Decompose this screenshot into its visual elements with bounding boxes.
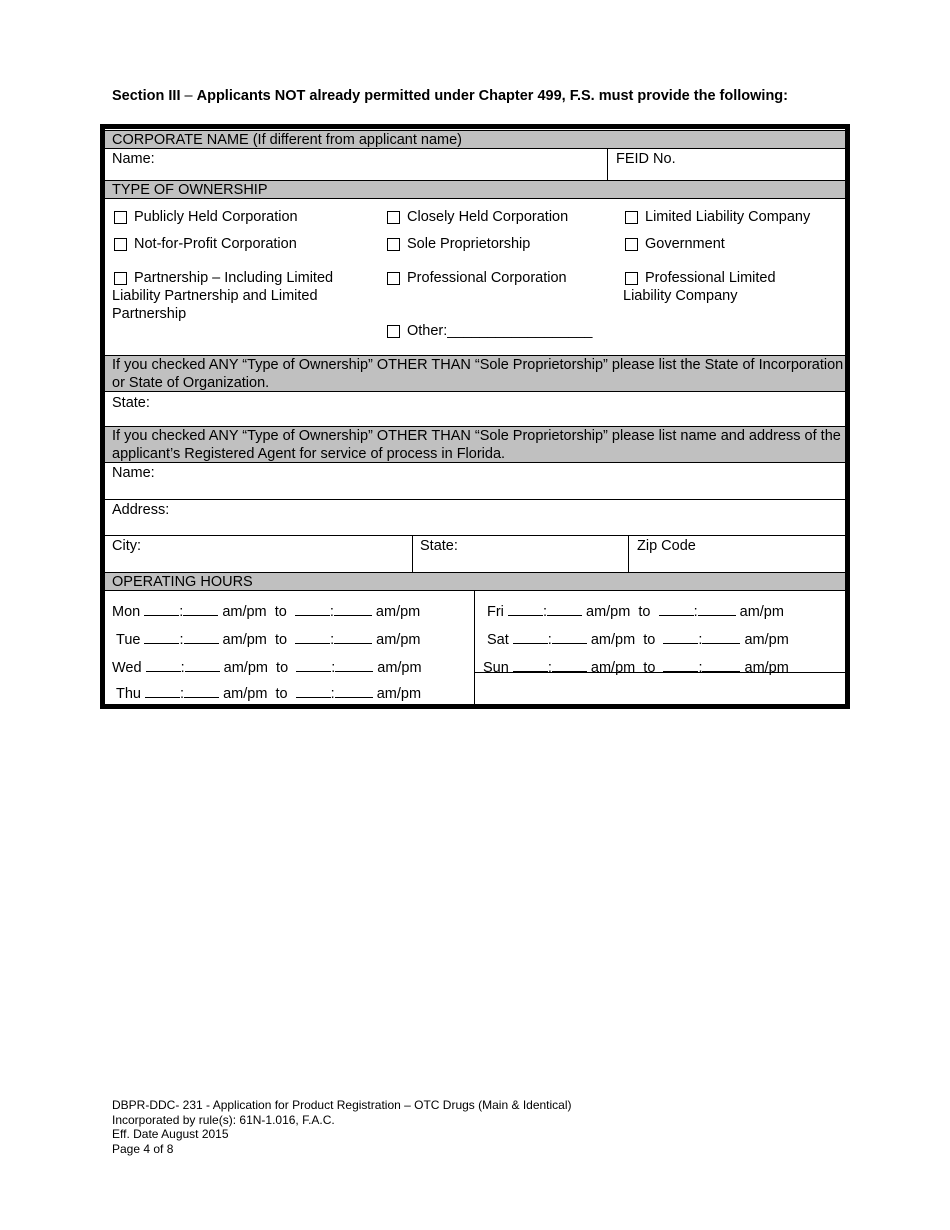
incorporation-state-label: State: [112, 395, 150, 411]
feid-field[interactable] [680, 150, 840, 176]
day-label: Tue [116, 632, 141, 648]
hours-row-sat [487, 629, 789, 649]
publicly-held-checkbox[interactable] [114, 211, 127, 224]
page-number: Page 4 of 8 [112, 1141, 174, 1156]
colon: : [547, 632, 552, 648]
colon: : [698, 660, 703, 676]
ownership-header: TYPE OF OWNERSHIP [105, 180, 845, 199]
close-hour-field[interactable] [296, 683, 331, 698]
professional-corporation-checkbox[interactable] [387, 272, 400, 285]
colon: : [331, 660, 336, 676]
colon: : [547, 660, 552, 676]
open-hour-field[interactable] [146, 657, 181, 672]
ampm-label: am/pm [744, 660, 789, 676]
effective-date: Eff. Date August 2015 [112, 1127, 229, 1141]
closely-held-checkbox[interactable] [387, 211, 400, 224]
agent-name-divider [105, 499, 845, 500]
day-label: Sun [483, 660, 509, 676]
ampm-label: am/pm [744, 632, 789, 648]
hours-row-tue [116, 629, 420, 649]
open-minute-field[interactable] [184, 629, 219, 644]
hours-row-wed [112, 657, 422, 677]
corporate-divider [607, 149, 608, 180]
other-checkbox[interactable] [387, 325, 400, 338]
colon: : [179, 604, 184, 620]
corporate-name-header: CORPORATE NAME (If different from applicant name) [105, 130, 845, 149]
hours-row-thu [116, 683, 421, 703]
close-hour-field[interactable] [295, 629, 330, 644]
registered-agent-header: If you checked ANY “Type of Ownership” OTHER THAN “Sole Proprietorship” please list name and address of the applicant’s Registered Agent for service of process in Florida. [105, 426, 845, 463]
llc-label: Limited Liability Company [645, 209, 811, 225]
open-hour-field[interactable] [513, 657, 548, 672]
close-hour-field[interactable] [663, 657, 698, 672]
agent-name-label: Name: [112, 465, 155, 481]
ampm-label: am/pm [376, 686, 422, 702]
to-label: to [274, 604, 287, 620]
open-minute-field[interactable] [184, 683, 219, 698]
ampm-label: am/pm [223, 660, 268, 676]
to-label: to [276, 660, 289, 676]
llc-checkbox[interactable] [625, 211, 638, 224]
agent-address-field[interactable] [175, 501, 840, 531]
sole-proprietorship-checkbox[interactable] [387, 238, 400, 251]
colon: : [693, 604, 698, 620]
not-for-profit-label: Not-for-Profit Corporation [134, 236, 297, 252]
agent-address-label: Address: [112, 502, 170, 518]
close-minute-field[interactable] [335, 683, 373, 698]
colon: : [180, 686, 185, 702]
ampm-label: am/pm [375, 604, 421, 620]
day-label: Fri [487, 604, 504, 620]
ampm-label: am/pm [739, 604, 784, 620]
professional-llc-label: Professional Limited Liability Company [623, 270, 776, 304]
section-heading [112, 88, 788, 104]
open-minute-field[interactable] [185, 657, 220, 672]
professional-corporation-label: Professional Corporation [407, 270, 567, 286]
agent-zip-label: Zip Code [637, 538, 696, 554]
feid-label: FEID No. [616, 151, 676, 167]
government-checkbox[interactable] [625, 238, 638, 251]
heading-dash: – [180, 88, 197, 104]
not-for-profit-checkbox[interactable] [114, 238, 127, 251]
open-minute-field[interactable] [183, 601, 218, 616]
close-minute-field[interactable] [698, 601, 736, 616]
ampm-label: am/pm [590, 660, 636, 676]
close-hour-field[interactable] [295, 601, 330, 616]
corporate-name-field[interactable] [160, 150, 600, 176]
government-label: Government [645, 236, 725, 252]
hours-column-divider [474, 591, 475, 704]
sole-proprietorship-label: Sole Proprietorship [407, 236, 531, 252]
partnership-label: Partnership – Including Limited Liability Partnership and Limited Partnership [112, 270, 334, 322]
day-label: Mon [112, 604, 141, 620]
to-label: to [643, 660, 656, 676]
colon: : [330, 632, 335, 648]
document-footer [112, 1098, 572, 1156]
publicly-held-label: Publicly Held Corporation [134, 209, 298, 225]
day-label: Wed [112, 660, 142, 676]
colon: : [698, 632, 703, 648]
ampm-label: am/pm [590, 632, 636, 648]
agent-city-field[interactable] [150, 537, 405, 569]
day-label: Thu [116, 686, 141, 702]
hours-row-sun [483, 657, 789, 677]
state-incorporation-header: If you checked ANY “Type of Ownership” OTHER THAN “Sole Proprietorship” please list the State of Incorporation or State of Organization. [105, 355, 845, 392]
ampm-label: am/pm [376, 632, 421, 648]
state-zip-divider [628, 535, 629, 573]
form-number: DBPR-DDC- 231 - Application for Product Registration – OTC Drugs (Main & Identical) [112, 1098, 572, 1112]
close-minute-field[interactable] [334, 601, 372, 616]
to-label: to [638, 604, 651, 620]
close-hour-field[interactable] [663, 629, 698, 644]
close-minute-field[interactable] [702, 657, 740, 672]
ampm-label: am/pm [223, 686, 268, 702]
open-hour-field[interactable] [508, 601, 543, 616]
to-label: to [275, 686, 288, 702]
agent-state-label: State: [420, 538, 458, 554]
agent-address-divider [105, 535, 845, 536]
colon: : [180, 660, 185, 676]
open-hour-field[interactable] [144, 629, 179, 644]
hours-row-mon [112, 601, 420, 621]
closely-held-label: Closely Held Corporation [407, 209, 569, 225]
section-instruction: Applicants NOT already permitted under Chapter 499, F.S. must provide the following: [196, 88, 788, 104]
to-label: to [643, 632, 656, 648]
open-hour-field[interactable] [144, 601, 179, 616]
open-hour-field[interactable] [145, 683, 180, 698]
close-minute-field[interactable] [335, 657, 373, 672]
close-hour-field[interactable] [659, 601, 694, 616]
close-minute-field[interactable] [702, 629, 740, 644]
colon: : [542, 604, 547, 620]
city-state-divider [412, 535, 413, 573]
ampm-label: am/pm [586, 604, 631, 620]
rule-reference: Incorporated by rule(s): 61N-1.016, F.A.C. [112, 1112, 335, 1127]
close-hour-field[interactable] [296, 657, 331, 672]
close-minute-field[interactable] [334, 629, 372, 644]
ampm-label: am/pm [222, 604, 267, 620]
agent-city-label: City: [112, 538, 141, 554]
other-label: Other:__________________ [407, 323, 593, 339]
day-label: Sat [487, 632, 509, 648]
ampm-label: am/pm [222, 632, 267, 648]
open-minute-field[interactable] [552, 629, 587, 644]
open-hour-field[interactable] [513, 629, 548, 644]
agent-state-field[interactable] [465, 537, 620, 569]
corporate-name-label: Name: [112, 151, 155, 167]
to-label: to [274, 632, 288, 648]
colon: : [179, 632, 184, 648]
incorporation-state-field[interactable] [160, 394, 840, 420]
open-minute-field[interactable] [552, 657, 587, 672]
agent-name-field[interactable] [160, 464, 840, 494]
operating-hours-header: OPERATING HOURS [105, 572, 845, 591]
section-label: Section III [112, 88, 181, 104]
hours-row-fri [487, 601, 784, 621]
open-minute-field[interactable] [547, 601, 582, 616]
agent-zip-field[interactable] [705, 537, 840, 569]
colon: : [330, 686, 335, 702]
ampm-label: am/pm [377, 660, 422, 676]
colon: : [329, 604, 334, 620]
